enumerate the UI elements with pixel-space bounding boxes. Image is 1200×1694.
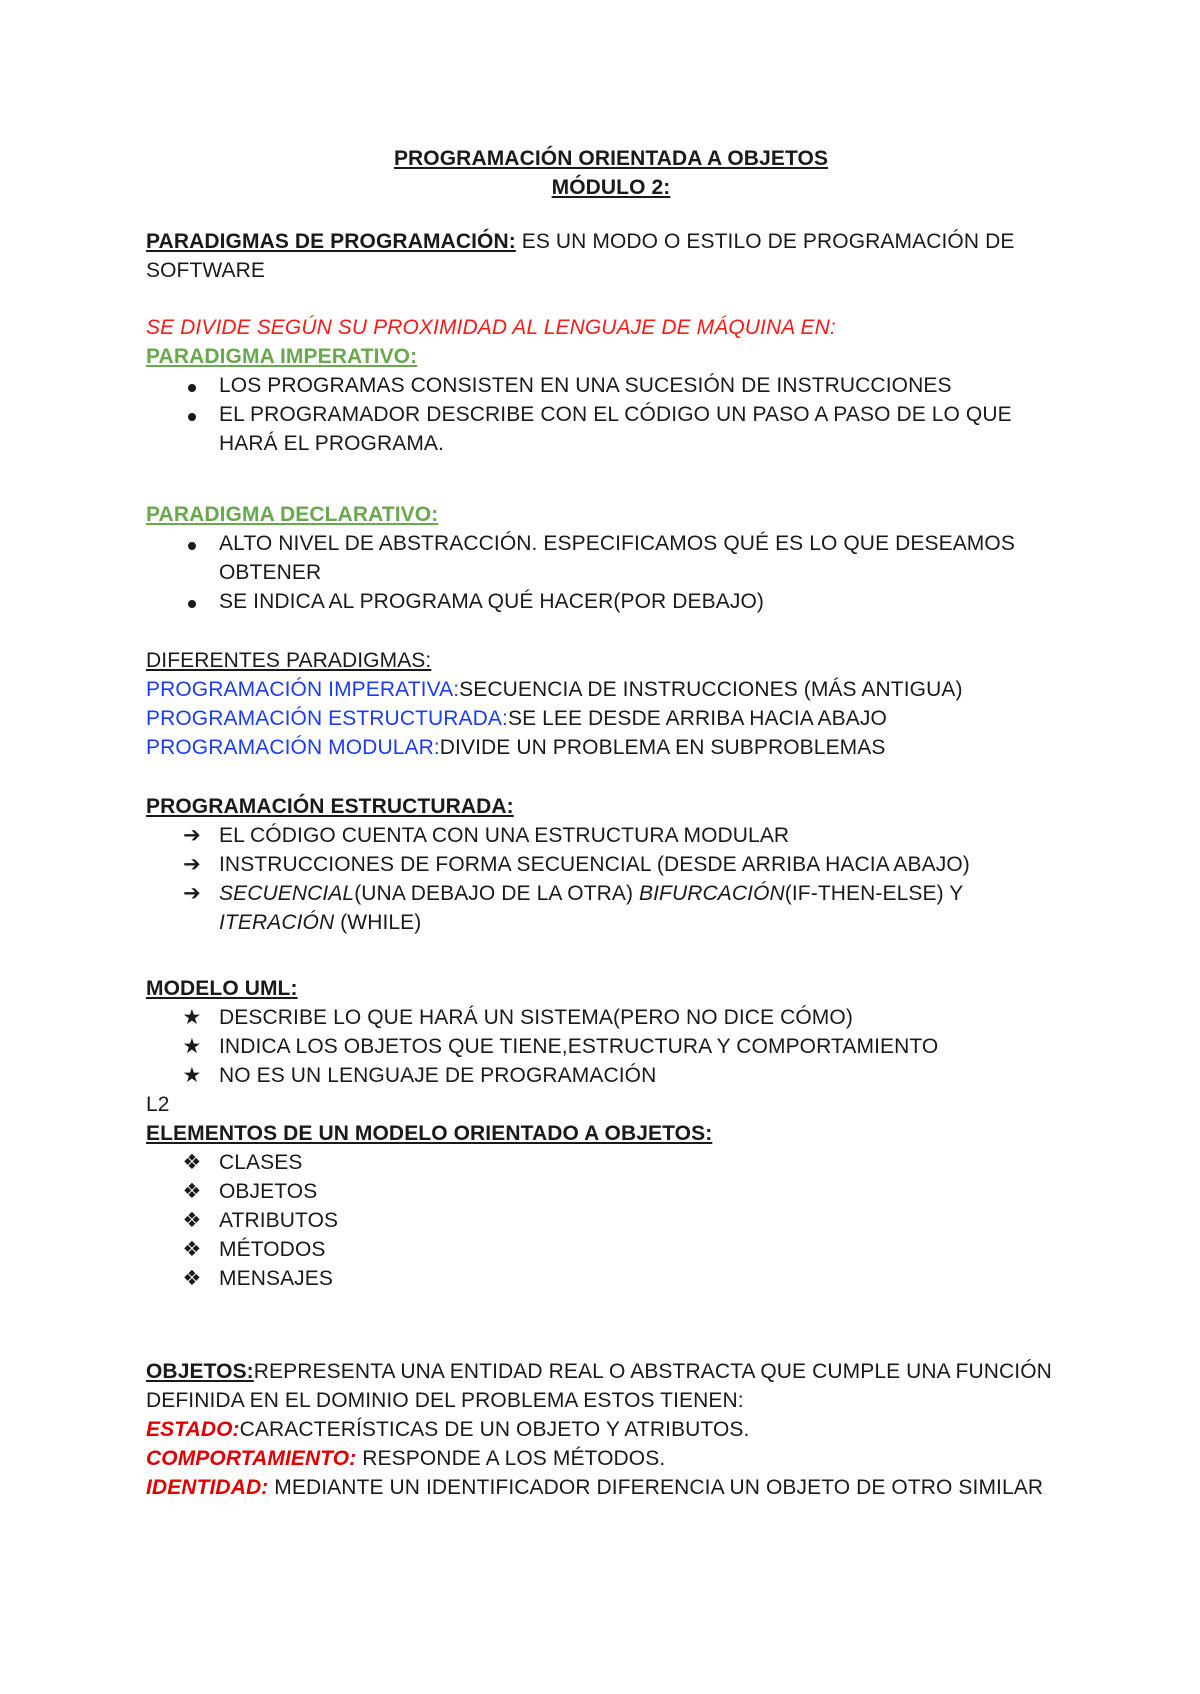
list-item: ❖ MENSAJES bbox=[146, 1264, 1076, 1293]
list-item: ★ DESCRIBE LO QUE HARÁ UN SISTEMA(PERO NO DICE CÓMO) bbox=[146, 1003, 1076, 1032]
imperativo-heading: PARADIGMA IMPERATIVO: bbox=[146, 345, 418, 368]
declarativo-heading: PARADIGMA DECLARATIVO: bbox=[146, 503, 439, 526]
elementos-list bbox=[146, 1148, 1076, 1293]
list-item: ➔ EL CÓDIGO CUENTA CON UNA ESTRUCTURA MODULAR bbox=[146, 821, 1076, 850]
list-item: LOS PROGRAMAS CONSISTEN EN UNA SUCESIÓN DE INSTRUCCIONES bbox=[146, 371, 1076, 400]
paradigmas-label: PARADIGMAS DE PROGRAMACIÓN: bbox=[146, 230, 516, 253]
diamond-icon: ❖ bbox=[182, 1238, 202, 1261]
elementos-heading: ELEMENTOS DE UN MODELO ORIENTADO A OBJETOS: bbox=[146, 1122, 713, 1145]
diferentes-section bbox=[146, 646, 1076, 762]
paradigmas-paragraph bbox=[146, 227, 1076, 285]
star-icon: ★ bbox=[182, 1035, 202, 1058]
list-item: ★ INDICA LOS OBJETOS QUE TIENE,ESTRUCTURA Y COMPORTAMIENTO bbox=[146, 1032, 1076, 1061]
arrow-icon: ➔ bbox=[183, 882, 201, 905]
paradigm-row: PROGRAMACIÓN MODULAR:DIVIDE UN PROBLEMA EN SUBPROBLEMAS bbox=[146, 736, 886, 759]
diamond-icon: ❖ bbox=[182, 1209, 202, 1232]
module-title: MÓDULO 2: bbox=[551, 176, 671, 199]
list-item: SE INDICA AL PROGRAMA QUÉ HACER(POR DEBAJO) bbox=[146, 587, 1076, 616]
paradigmas-text: ES UN MODO O ESTILO DE PROGRAMACIÓN DE SOFTWARE bbox=[146, 230, 1015, 282]
page-title: PROGRAMACIÓN ORIENTADA A OBJETOS bbox=[393, 147, 829, 170]
diamond-icon: ❖ bbox=[182, 1151, 202, 1174]
bullet-icon bbox=[180, 400, 204, 429]
estado-label: ESTADO: bbox=[146, 1418, 240, 1441]
star-icon: ★ bbox=[182, 1064, 202, 1087]
estado-line: ESTADO:CARACTERÍSTICAS DE UN OBJETO Y ATRIBUTOS. bbox=[146, 1418, 750, 1441]
document-header bbox=[146, 144, 1076, 202]
list-item: ❖ CLASES bbox=[146, 1148, 1076, 1177]
imperativo-list bbox=[146, 371, 1076, 458]
diferentes-heading: DIFERENTES PARADIGMAS: bbox=[146, 649, 432, 672]
paradigm-row: PROGRAMACIÓN IMPERATIVA:SECUENCIA DE INSTRUCCIONES (MÁS ANTIGUA) bbox=[146, 678, 963, 701]
estructurada-heading: PROGRAMACIÓN ESTRUCTURADA: bbox=[146, 795, 514, 818]
comportamiento-label: COMPORTAMIENTO: bbox=[146, 1447, 357, 1470]
arrow-icon: ➔ bbox=[183, 824, 201, 847]
list-item: ❖ MÉTODOS bbox=[146, 1235, 1076, 1264]
list-item: ➔ INSTRUCCIONES DE FORMA SECUENCIAL (DESDE ARRIBA HACIA ABAJO) bbox=[146, 850, 1076, 879]
list-item: ❖ ATRIBUTOS bbox=[146, 1206, 1076, 1235]
bullet-icon bbox=[180, 529, 204, 558]
divide-text: SE DIVIDE SEGÚN SU PROXIMIDAD AL LENGUAJE DE MÁQUINA EN: bbox=[146, 316, 836, 339]
declarativo-list bbox=[146, 529, 1076, 616]
uml-section bbox=[146, 974, 1076, 1293]
objetos-section bbox=[146, 1357, 1076, 1502]
uml-heading: MODELO UML: bbox=[146, 977, 298, 1000]
comportamiento-line: COMPORTAMIENTO: RESPONDE A LOS MÉTODOS. bbox=[146, 1447, 666, 1470]
estructurada-list bbox=[146, 821, 1076, 937]
arrow-icon: ➔ bbox=[183, 853, 201, 876]
bullet-icon bbox=[180, 371, 204, 400]
list-item: ★ NO ES UN LENGUAJE DE PROGRAMACIÓN bbox=[146, 1061, 1076, 1090]
objetos-paragraph: OBJETOS:REPRESENTA UNA ENTIDAD REAL O ABSTRACTA QUE CUMPLE UNA FUNCIÓN DEFINIDA EN EL DOMINIO DEL PROBLEMA ESTOS TIENEN: bbox=[146, 1360, 1052, 1412]
paradigm-row: PROGRAMACIÓN ESTRUCTURADA:SE LEE DESDE ARRIBA HACIA ABAJO bbox=[146, 707, 887, 730]
identidad-label: IDENTIDAD: bbox=[146, 1476, 269, 1499]
uml-list bbox=[146, 1003, 1076, 1090]
declarativo-section bbox=[146, 500, 1076, 616]
bullet-icon bbox=[180, 587, 204, 616]
identidad-line: IDENTIDAD: MEDIANTE UN IDENTIFICADOR DIFERENCIA UN OBJETO DE OTRO SIMILAR bbox=[146, 1476, 1044, 1499]
list-item: ❖ OBJETOS bbox=[146, 1177, 1076, 1206]
list-item: EL PROGRAMADOR DESCRIBE CON EL CÓDIGO UN PASO A PASO DE LO QUE HARÁ EL PROGRAMA. bbox=[146, 400, 1076, 458]
l2-label: L2 bbox=[146, 1093, 170, 1116]
objetos-label: OBJETOS: bbox=[146, 1360, 254, 1383]
list-item: ➔ SECUENCIAL(UNA DEBAJO DE LA OTRA) BIFURCACIÓN(IF-THEN-ELSE) Y ITERACIÓN (WHILE) bbox=[146, 879, 1076, 937]
diamond-icon: ❖ bbox=[182, 1267, 202, 1290]
star-icon: ★ bbox=[182, 1006, 202, 1029]
divide-paragraph bbox=[146, 313, 1076, 458]
diamond-icon: ❖ bbox=[182, 1180, 202, 1203]
estructurada-section bbox=[146, 792, 1076, 937]
list-item: ALTO NIVEL DE ABSTRACCIÓN. ESPECIFICAMOS QUÉ ES LO QUE DESEAMOS OBTENER bbox=[146, 529, 1076, 587]
